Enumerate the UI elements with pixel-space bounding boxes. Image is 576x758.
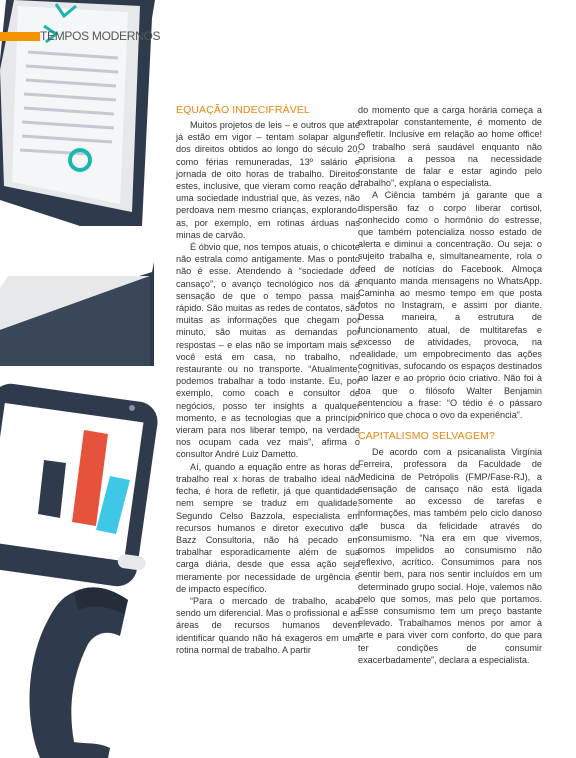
- section-heading-capitalismo: CAPITALISMO SELVAGEM?: [358, 430, 495, 443]
- section-label: TEMPOS MODERNOS: [40, 29, 161, 43]
- article-paragraph: Aí, quando a equação entre as horas de trabalho real x horas de trabalho ideal não fecha, é hora de refletir, já que quantidade nem sempre se traduz em qualidade. Segundo Celso Bazzola, especialista em recursos humanos e diretor executivo da Bazz Consultoria, não há pecado em trabalhar esporadicamente além de sua carga diária, desde que essa ação seja meramente por necessidade de urgência e de impacto específico.: [176, 461, 360, 594]
- envelope-icon: [0, 262, 154, 366]
- article-paragraph: A Ciência também já garante que a dispersão faz o corpo liberar cortisol, conhecido como o hormônio do estresse, que também potencializa nosso estado de alerta e diminui a concentração. Ou seja: o sujeito trabalha e, simultaneamente, rola o feed de notícias do Facebook. Almoça enquanto manda mensagens no WhatsApp. Caminha ao mesmo tempo em que posta fotos no Instagram, e assim por diante. Dessa maneira, a estrutura de funcionamento atual, de multitarefas e excesso de atividades, provoca, na realidade, um empobrecimento das ações cognitivas, sufocando os espaços destinados ao lazer e ao próprio ócio criativo. Não foi à toa que o filósofo Walter Benjamin sentenciou a frase: “O tédio é o pássaro onírico que choca o ovo da experiência”.: [358, 190, 542, 421]
- tablet-chart-icon: [0, 381, 160, 589]
- telephone-handset-icon: [30, 587, 128, 758]
- section-tab: [0, 29, 160, 43]
- section-tab-accent: [0, 32, 40, 41]
- article-column-2: [358, 104, 542, 666]
- section-heading-equacao: EQUAÇÃO INDECIFRÁVEL: [176, 104, 310, 116]
- article-paragraph: “Para o mercado de trabalho, acaba sendo um diferencial. Mas o profissional e as áreas de recursos humanos devem identificar quando não há exageros em uma rotina normal de trabalho. A partir: [176, 595, 360, 655]
- article-column-1: [176, 104, 360, 656]
- article-paragraph: do momento que a carga horária começa a extrapolar constantemente, é momento de refletir. Inclusive em relação ao home office! O trabalho será saudável enquanto não aprisiona a pessoa na necessidade constante de falar e estar agindo pelo trabalho”, explana o especialista.: [358, 105, 542, 189]
- article-paragraph: É óbvio que, nos tempos atuais, o chicote não estrala como antigamente. Mas o ponto não é esse. Atendendo à “sociedade do cansaço”, o avanço tecnológico nos dá a sensação de que o tempo passa mais rápido. São muitas as redes de contatos, são muitas as informações que chegam por minuto, são muitas as demandas por respostas – e elas não se importam mais se você está em casa, no trabalho, no restaurante ou no transporte. “Atualmente, podemos trabalhar a todo instante. Eu, por exemplo, como coach e consultor de negócios, posso ter insights a qualquer momento, e as tecnologias que a princípio vieram para nos liberar tempo, na verdade nos ocupam cada vez mais”, afirma o consultor André Luiz Dametto.: [176, 242, 360, 460]
- left-illustration: [0, 0, 160, 758]
- article-paragraph: De acordo com a psicanalista Virgínia Ferreira, professora da Faculdade de Medicina de Petrópolis (FMP/Fase-RJ), a sensação de cansaço não está ligada somente ao excesso de tarefas e informações, mas também pelo ciclo danoso de busca da felicidade através do consumismo. “Na era em que vivemos, somos impelidos ao consumismo não reflexivo, acrítico. Consumimos para nos sentir bem, para nos sentir incluídos em um determinado grupo social. Hoje, valemos não pelo que somos, mas pelo que portamos. Esse consumismo tem um preço bastante elevado. Trabalhamos menos por amor à arte e para viver com conforto, do que para ter condições de consumir exacerbadamente”, declara a especialista.: [358, 447, 542, 665]
- article-paragraph: Muitos projetos de leis – e outros que até já estão em vigor – tentam solapar alguns dos direitos obtidos ao longo do século 20, como férias remuneradas, 13º salário e jornada de oito horas de trabalho. Direitos estes, inclusive, que vieram como reação de uma sociedade industrial que, às vezes, não perdoava nem mesmo crianças, explorando-as, por exemplo, em rotinas árduas nas minas de carvão.: [176, 120, 360, 240]
